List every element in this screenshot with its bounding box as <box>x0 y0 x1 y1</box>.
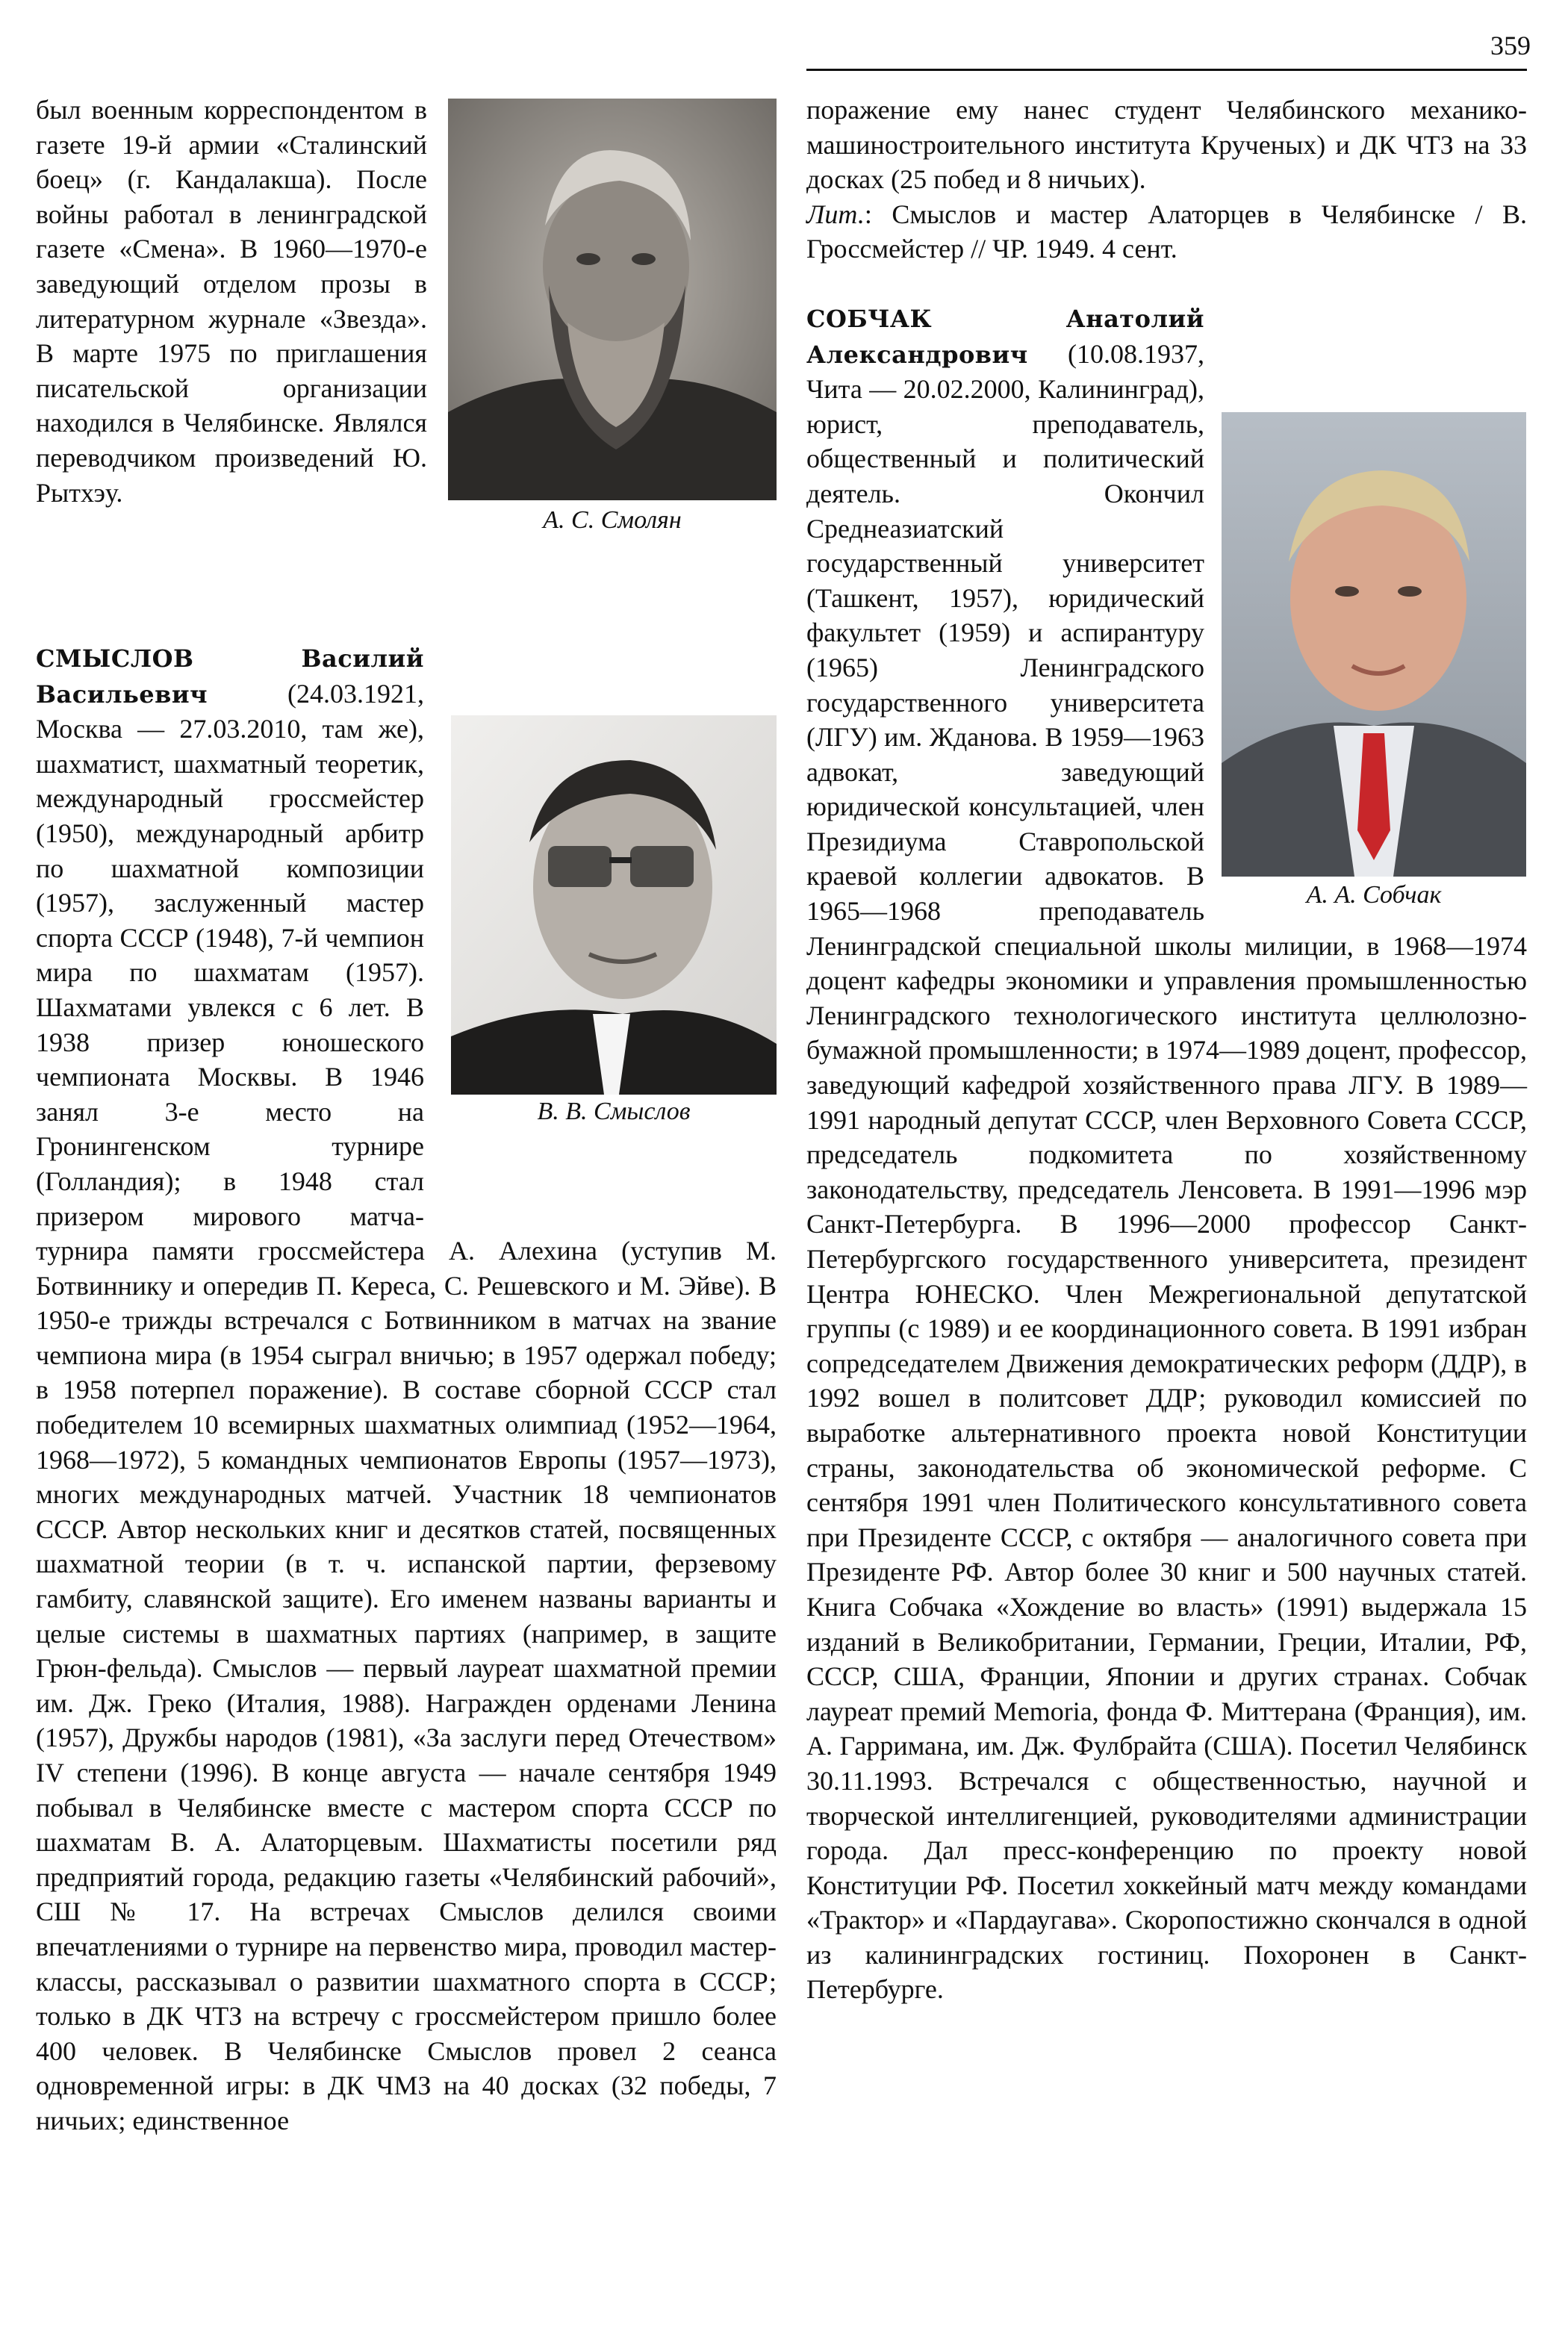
smolyan-entry-tail <box>36 93 427 510</box>
smyslov-continuation: поражение ему нанес студент Челябинского механико-машиностроительного института Крученых) и ДК ЧТЗ на 33 досках (25 побед и 8 ничьих). <box>806 95 1527 195</box>
smyslov-photo-spacer <box>433 711 777 1204</box>
sobchak-headword: СОБЧАК Анатолий Александрович <box>806 304 1204 369</box>
smyslov-caption: В. В. Смыслов <box>537 1098 691 1125</box>
header-rule <box>806 69 1527 71</box>
sobchak-body: (10.08.1937, Чита — 20.02.2000, Калининград), юрист, преподаватель, общественный и политический деятель. Окончил Среднеазиатский государственный университет (Ташкент, 1957), юридический факультет (1959) и аспирантуру (1965) Ленинградского государственного университета (ЛГУ) им. Жданова. В 1959—1963 адвокат, заведующий юридической консультацией, член Президиума Ставропольской краевой коллегии адвокатов. В 1965—1968 преподаватель Ленинградской специальной школы милиции, в 1968—1974 доцент кафедры экономики и управления промышленностью Ленинградского технологического института целлюлозно-бумажной промышленности; в 1974—1989 доцент, профессор, заведующий кафедрой хозяйственного права ЛГУ. В 1989—1991 народный депутат СССР, член Верховного Совета СССР, председатель подкомитета по хозяйственному законодательству, председатель Ленсовета. В 1991—1996 мэр Санкт-Петербурга. В 1996—2000 профессор Санкт-Петербургского государственного университета, президент Центра ЮНЕСКО. Член Межрегиональной депутатской группы (с 1989) и ее координационного совета. В 1991 избран сопредседателем Движения демократических реформ (ДДР), в 1992 вошел в политсовет ДДР; руководил комиссией по выработке альтернативного проекта новой Конституции страны, законодательства об экономической реформе. С сентября 1991 член Политического консультативного совета при Президенте СССР, с октября — аналогичного совета при Президенте РФ. Автор более 30 книг и 500 научных статей. Книга Собчака «Хождение во власть» (1991) выдержала 15 изданий в Великобритании, Германии, Греции, Италии, РФ, СССР, США, Франции, Японии и других странах. Собчак лауреат премий Memoria, фонда Ф. Миттерана (Франция), им. А. Гарримана, им. Дж. Фулбрайта (США). Посетил Челябинск 30.11.1993. Встречался с общественностью, научной и творческой интеллигенцией, руководителями администрации города. Дал пресс-конференцию по проекту новой Конституции РФ. Посетил хоккейный матч между командами «Трактор» и «Пардаугава». Скоропостижно скончался в одной из калининградских гостиниц. Похоронен в Санкт-Петербурге. <box>806 338 1527 2005</box>
smyslov-lit-text: : Смыслов и мастер Алаторцев в Челябинске / В. Гроссмейстер // ЧР. 1949. 4 сент. <box>806 199 1527 264</box>
smolyan-photo <box>448 99 777 500</box>
sobchak-photo-spacer <box>1213 371 1527 924</box>
smyslov-lit-label: Лит. <box>806 199 865 229</box>
sobchak-caption: А. А. Собчак <box>1306 881 1442 909</box>
smolyan-caption: А. С. Смолян <box>543 506 682 534</box>
smyslov-body: (24.03.1921, Москва — 27.03.2010, там же), шахматист, шахматный теоретик, международный гроссмейстер (1950), международный арбитр по шахматной композиции (1957), заслуженный мастер спорта СССР (1948), 7-й чемпион мира по шахматам (1957). Шахматами увлекся с 6 лет. В 1938 призер юношеского чемпионата Москвы. В 1946 занял 3-е место на Гронингенском турнире (Голландия); в 1948 стал призером мирового матча-турнира памяти гроссмейстера А. Алехина (уступив М. Ботвиннику и опередив П. Кереса, С. Решевского и М. Эйве). В 1950-е трижды встречался с Ботвинником в матчах на звание чемпиона мира (в 1954 сыграл вничью; в 1957 одержал победу; в 1958 потерпел поражение). В составе сборной СССР стал победителем 10 всемирных шахматных олимпиад (1952—1964, 1968—1972), 5 командных чемпионатов Европы (1957—1973), многих международных матчей. Участник 18 чемпионатов СССР. Автор нескольких книг и десятков статей, посвященных шахматной теории (в т. ч. испанской партии, ферзевому гамбиту, славянской защите). Его именем названы варианты и целые системы в шахматных партиях (например, в защите Грюн-фельда). Смыслов — первый лауреат шахматной премии им. Дж. Греко (Италия, 1988). Награжден орденами Ленина (1957), Дружбы народов (1981), «За заслуги перед Отечеством» IV степени (1996). В конце августа — начале сентября 1949 побывал в Челябинске вместе с мастером спорта СССР по шахматам В. А. Алаторцевым. Шахматисты посетили ряд предприятий города, редакцию газеты «Челябинский рабочий», СШ № 17. На встречах Смыслов делился своими впечатлениями о турнире на первенство мира, проводил мастер-классы, рассказывал о развитии шахматного спорта в СССР; только в ДК ЧТЗ на встречу с гроссмейстером пришло более 400 человек. В Челябинске Смыслов провел 2 сеанса одновременной игры: в ДК ЧМЗ на 40 досках (32 победы, 7 ничьих; единственное <box>36 678 777 2135</box>
smolyan-tail-text: был военным корреспондентом в газете 19-й армии «Сталинский боец» (г. Кандалакша). После войны работал в ленинградской газете «Смена». В 1960—1970-е заведующий отделом прозы в литературном журнале «Звезда». В марте 1975 по приглашения писательской организации находился в Челябинске. Являлся переводчиком произведений Ю. Рытхэу. <box>36 95 427 508</box>
right-column <box>806 93 1527 2007</box>
smyslov-entry <box>36 641 777 2328</box>
page-number: 359 <box>1490 31 1531 60</box>
smyslov-headword: СМЫСЛОВ Василий Васильевич <box>36 644 424 709</box>
smyslov-literature <box>806 197 1527 267</box>
